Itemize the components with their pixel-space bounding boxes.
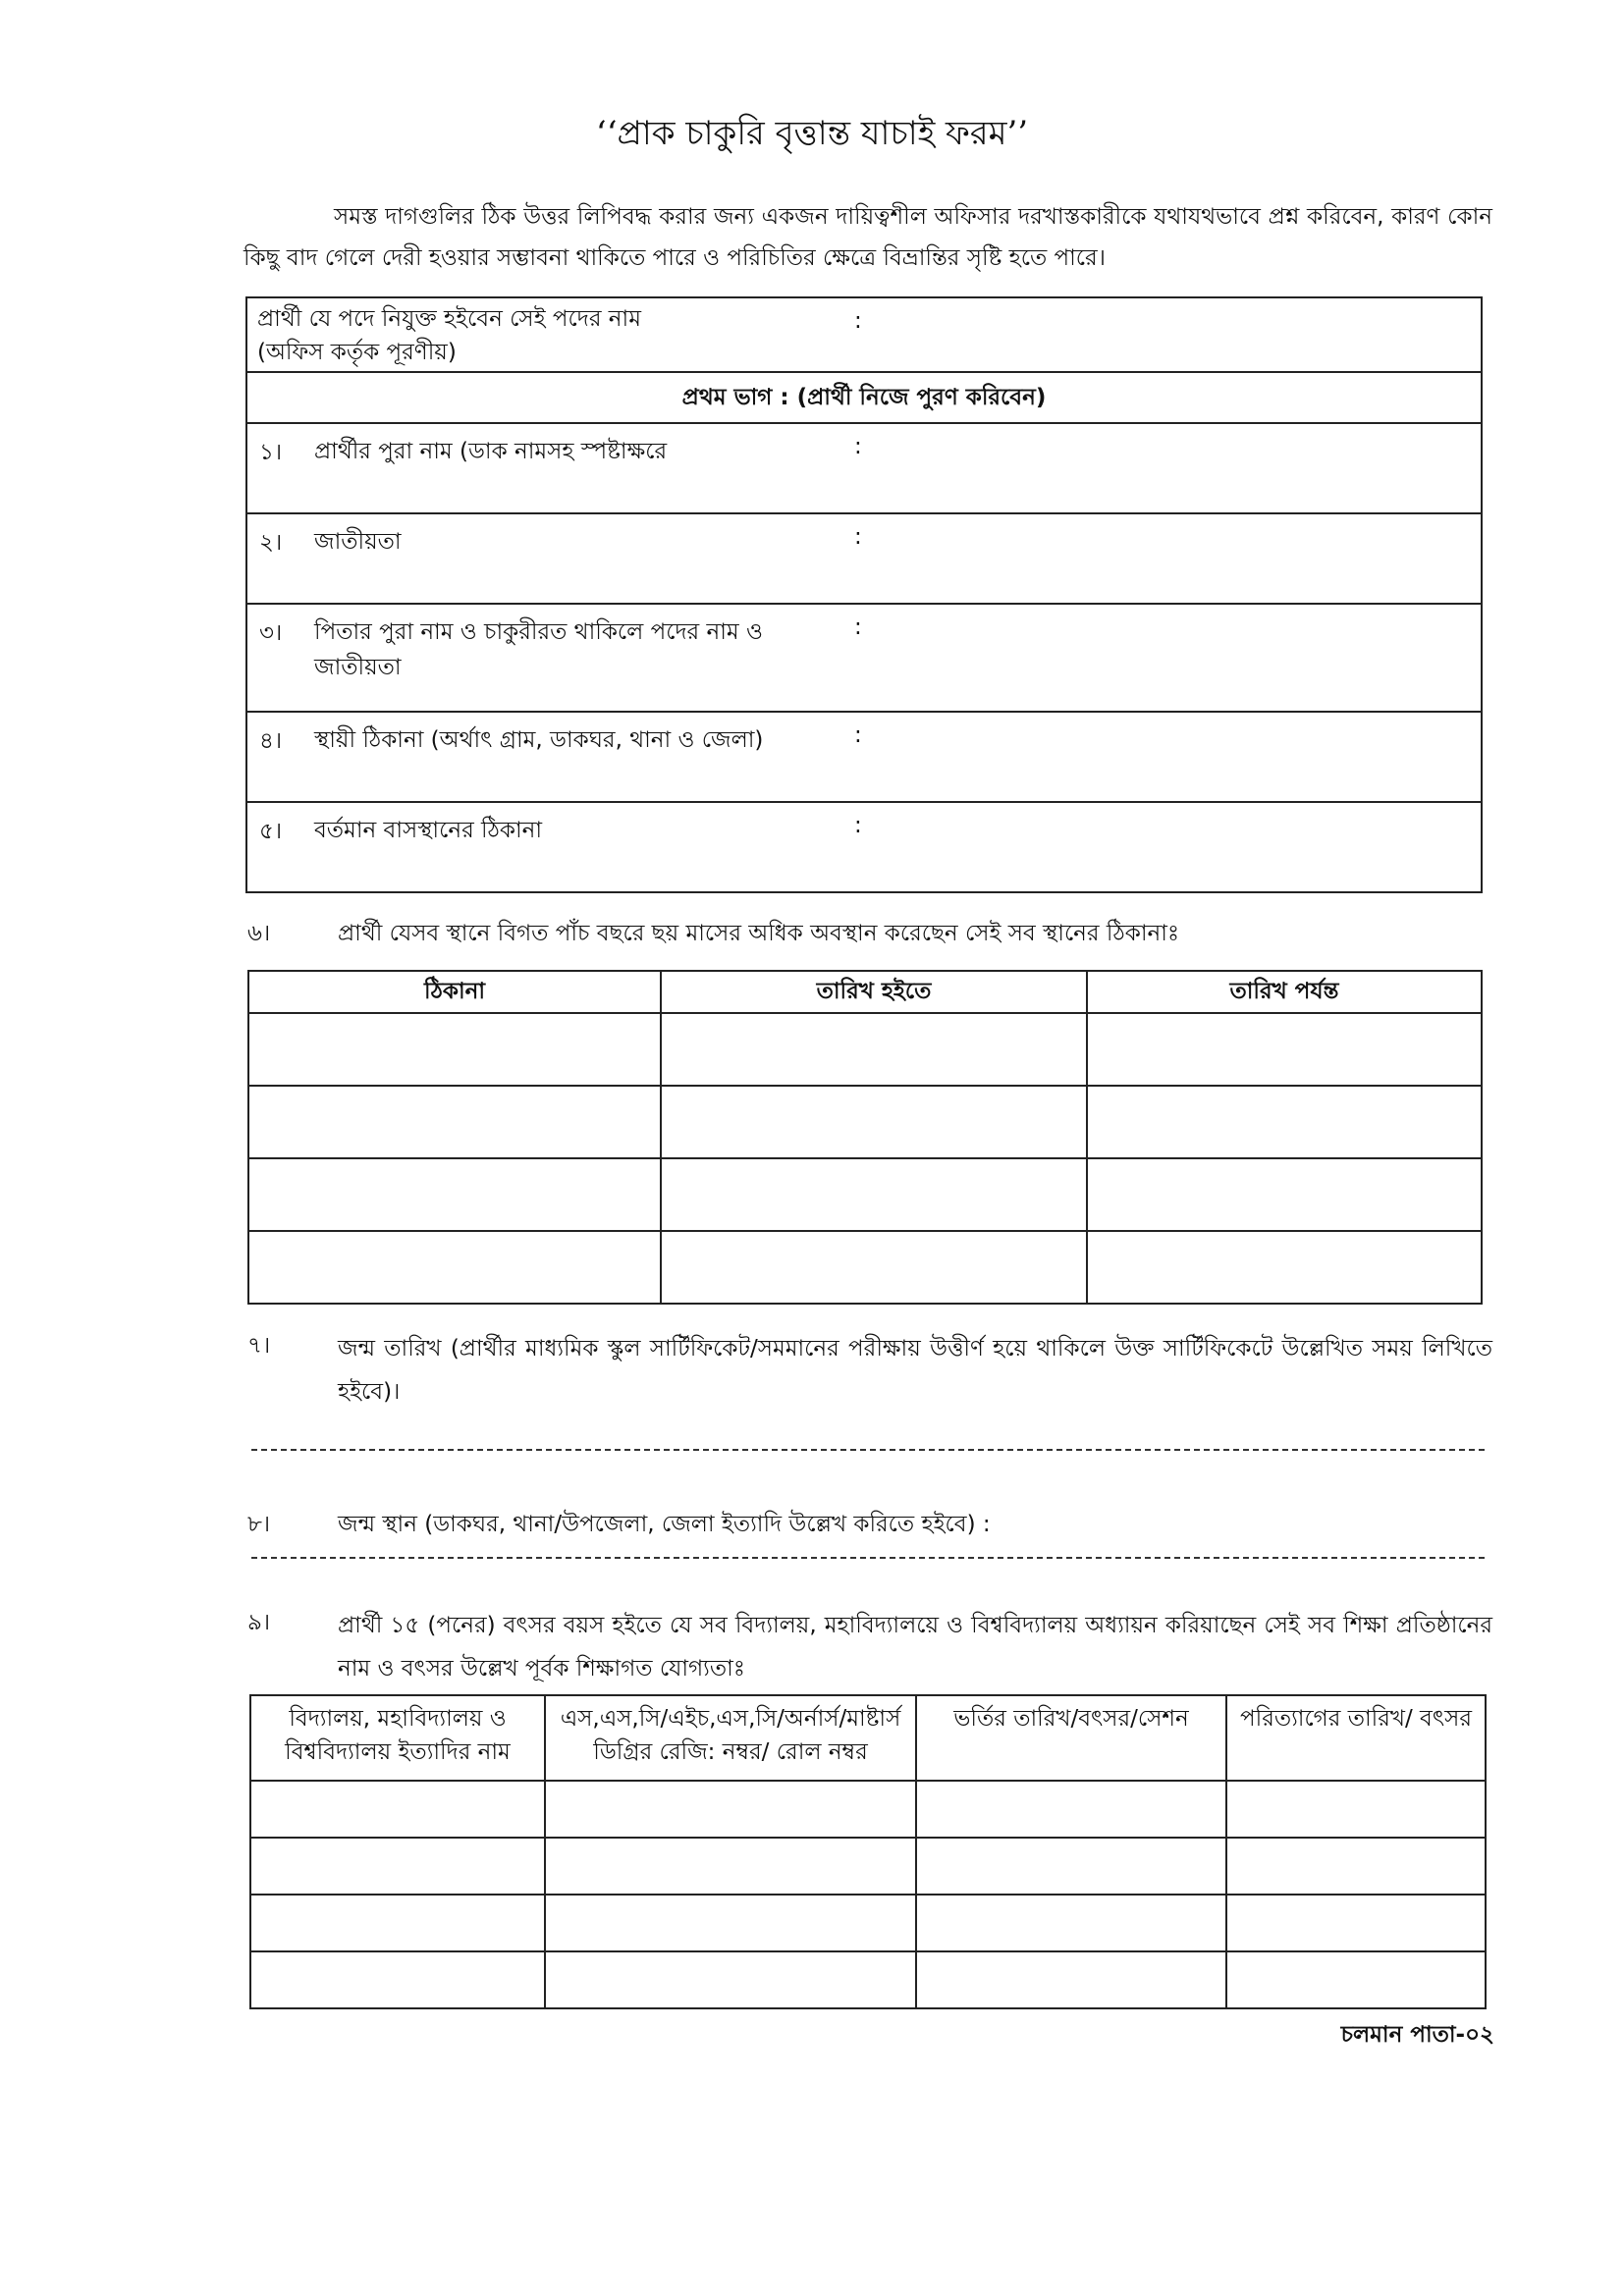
question-number: ৯। — [247, 1610, 271, 1635]
question-text: জন্ম তারিখ (প্রার্থীর মাধ্যমিক স্কুল সার্টিফিকেট/সমমানের পরীক্ষায় উত্তীর্ণ হয়ে থাকিলে উক্ত সার্টিফিকেটে উল্লেখিত সময় লিখিতে হইবে)। — [338, 1336, 1492, 1405]
question-number: ৮। — [247, 1512, 271, 1537]
item-number: ৫। — [259, 819, 283, 844]
column-header: বিদ্যালয়, মহাবিদ্যালয় ও বিশ্ববিদ্যালয় ইত্যাদির নাম — [250, 1695, 545, 1781]
table-row — [250, 1838, 1486, 1895]
item-number: ২। — [259, 530, 283, 556]
table-cell[interactable] — [248, 1013, 661, 1086]
page-continuation: চলমান পাতা-০২ — [1340, 2022, 1494, 2048]
education-table — [249, 1694, 1487, 2009]
table-cell[interactable] — [250, 1781, 545, 1838]
item-colon: : — [854, 614, 862, 640]
table-row — [250, 1895, 1486, 1951]
page-title: ‘‘প্রাক চাকুরি বৃত্তান্ত যাচাই ফরম’’ — [595, 114, 1029, 153]
table-cell[interactable] — [250, 1951, 545, 2008]
item-colon: : — [854, 434, 862, 459]
main-info-table — [245, 296, 1483, 893]
table-cell[interactable] — [1226, 1895, 1486, 1951]
column-header: পরিত্যাগের তারিখ/ বৎসর — [1226, 1695, 1486, 1781]
question-text: প্রার্থী যেসব স্থানে বিগত পাঁচ বছরে ছয় মাসের অধিক অবস্থান করেছেন সেই সব স্থানের ঠিকানাঃ — [338, 921, 1180, 946]
column-header: ঠিকানা — [248, 971, 661, 1013]
table-cell[interactable] — [1087, 1231, 1482, 1304]
table-cell[interactable] — [545, 1781, 916, 1838]
table-cell[interactable] — [1087, 1013, 1482, 1086]
table-row — [248, 1158, 1482, 1231]
item-colon: : — [854, 722, 862, 748]
form-field-permanent-address[interactable] — [247, 713, 1481, 801]
question-number: ৬। — [247, 921, 271, 946]
table-cell[interactable] — [1087, 1086, 1482, 1158]
item-label: স্থায়ী ঠিকানা (অর্থাৎ গ্রাম, ডাকঘর, থানা ও জেলা) — [314, 727, 764, 753]
item-colon: : — [854, 813, 862, 838]
item-number: ৪। — [259, 728, 283, 754]
table-row — [250, 1951, 1486, 2008]
table-cell[interactable] — [916, 1895, 1226, 1951]
answer-line-birth-date[interactable] — [251, 1449, 1485, 1451]
table-cell[interactable] — [916, 1951, 1226, 2008]
table-cell[interactable] — [250, 1838, 545, 1895]
table-cell[interactable] — [916, 1838, 1226, 1895]
form-field-full-name[interactable] — [247, 424, 1481, 512]
post-colon: : — [854, 308, 862, 334]
form-field-present-address[interactable] — [247, 803, 1481, 891]
question-number: ৭। — [247, 1333, 271, 1359]
item-colon: : — [854, 524, 862, 550]
table-cell[interactable] — [661, 1231, 1087, 1304]
post-office-note: (অফিস কর্তৃক পূরণীয়) — [257, 340, 457, 365]
table-cell[interactable] — [1226, 1951, 1486, 2008]
question-7 — [247, 1327, 1492, 1414]
table-cell[interactable] — [248, 1086, 661, 1158]
column-header: ভর্তির তারিখ/বৎসর/সেশন — [916, 1695, 1226, 1781]
item-label: পিতার পুরা নাম ও চাকুরীরত থাকিলে পদের নাম ও জাতীয়তা — [314, 619, 763, 680]
form-field-father-name[interactable] — [247, 605, 1481, 711]
table-cell[interactable] — [545, 1951, 916, 2008]
question-text: প্রার্থী ১৫ (পনের) বৎসর বয়স হইতে যে সব বিদ্যালয়, মহাবিদ্যালয়ে ও বিশ্ববিদ্যালয় অধ্যায়ন করিয়াছেন সেই সব শিক্ষা প্রতিষ্ঠানের নাম ও বৎসর উল্লেখ পূর্বক শিক্ষাগত যোগ্যতাঃ — [338, 1613, 1492, 1682]
question-9 — [247, 1604, 1492, 1690]
item-label: বর্তমান বাসস্থানের ঠিকানা — [314, 818, 543, 843]
table-cell[interactable] — [1226, 1838, 1486, 1895]
table-cell[interactable] — [661, 1086, 1087, 1158]
form-field-nationality[interactable] — [247, 514, 1481, 603]
table-row — [248, 1013, 1482, 1086]
question-8 — [247, 1506, 1492, 1544]
table-cell[interactable] — [248, 1158, 661, 1231]
question-text: জন্ম স্থান (ডাকঘর, থানা/উপজেলা, জেলা ইত্যাদি উল্লেখ করিতে হইবে) : — [338, 1512, 991, 1537]
table-row — [248, 1086, 1482, 1158]
post-name-label: প্রার্থী যে পদে নিযুক্ত হইবেন সেই পদের নাম — [257, 306, 641, 332]
table-cell[interactable] — [545, 1895, 916, 1951]
item-label: জাতীয়তা — [314, 529, 402, 555]
post-label — [257, 302, 846, 369]
table-cell[interactable] — [916, 1781, 1226, 1838]
column-header: তারিখ হইতে — [661, 971, 1087, 1013]
column-header: তারিখ পর্যন্ত — [1087, 971, 1482, 1013]
table-cell[interactable] — [661, 1013, 1087, 1086]
answer-line-birth-place[interactable] — [251, 1557, 1485, 1559]
intro-paragraph: সমস্ত দাগগুলির ঠিক উত্তর লিপিবদ্ধ করার জন্য একজন দায়িত্বশীল অফিসার দরখাস্তকারীকে যথাযথভাবে প্রশ্ন করিবেন, কারণ কোন কিছু বাদ গেলে দেরী হওয়ার সম্ভাবনা থাকিতে পারে ও পরিচিতির ক্ষেত্রে বিভ্রান্তির সৃষ্টি হতে পারে। — [244, 204, 1492, 271]
column-header: এস,এস,সি/এইচ,এস,সি/অর্নার্স/মাষ্টার্স ডিগ্রির রেজি: নম্বর/ রোল নম্বর — [545, 1695, 916, 1781]
item-number: ১। — [259, 440, 283, 465]
item-label: প্রার্থীর পুরা নাম (ডাক নামসহ স্পষ্টাক্ষরে — [314, 439, 668, 464]
section-heading: প্রথম ভাগ : (প্রার্থী নিজে পুরণ করিবেন) — [681, 385, 1047, 410]
table-row — [250, 1781, 1486, 1838]
table-cell[interactable] — [1087, 1158, 1482, 1231]
item-number: ৩। — [259, 620, 283, 646]
address-history-table — [247, 970, 1483, 1305]
table-cell[interactable] — [250, 1895, 545, 1951]
table-cell[interactable] — [545, 1838, 916, 1895]
table-cell[interactable] — [1226, 1781, 1486, 1838]
table-cell[interactable] — [248, 1231, 661, 1304]
table-cell[interactable] — [661, 1158, 1087, 1231]
table-row — [248, 1231, 1482, 1304]
